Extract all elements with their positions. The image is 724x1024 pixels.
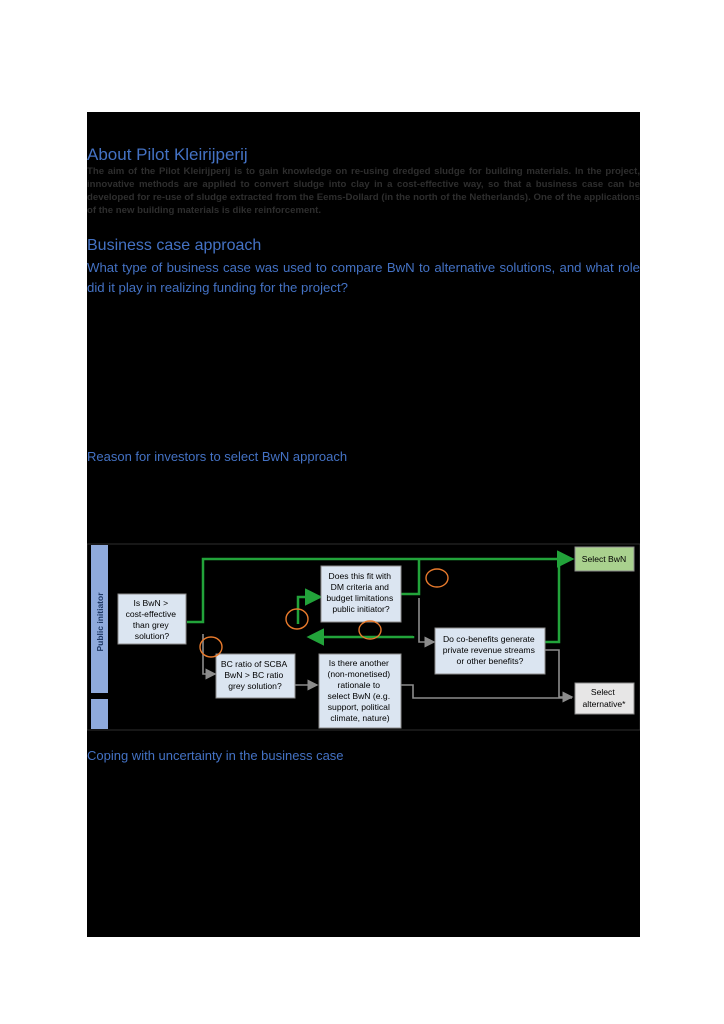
- q5-line: or other benefits?: [456, 656, 524, 666]
- q2-line: grey solution?: [228, 681, 282, 691]
- box-q1: [118, 594, 186, 644]
- q3-line: public initiator?: [332, 604, 390, 614]
- business-case-question: What type of business case was used to compare BwN to alternative solutions, and what role did it play in realizing funding for the project?: [87, 260, 640, 295]
- svg-text:Do co-benefits generate: [443, 634, 538, 666]
- q1-line: solution?: [134, 631, 170, 641]
- svg-text:Is there another (non-: [328, 658, 393, 723]
- q1-line: cost-effective: [125, 609, 177, 619]
- q4-line: select BwN (e.g.: [327, 691, 391, 701]
- box-q2: [216, 654, 295, 698]
- q3-line: Does this fit with: [328, 571, 392, 581]
- svg-text:Does this fit with DM: [326, 571, 395, 614]
- about-heading: About Pilot Kleirijperij: [87, 145, 248, 164]
- box-q3: [321, 566, 401, 622]
- document-page: [87, 112, 640, 937]
- q2-line: BwN > BC ratio: [224, 670, 284, 680]
- about-paragraph: The aim of the Pilot Kleirijperij is to gain knowledge on re-using dredged sludge for building materials. In the project, innovative methods are applied to convert sludge into clay in a cost-effective way, so that a business case can be developed for re-use of sludge extracted from the Eems-Dollard (in the north of the Netherlands). One of the applications of the new building materials is dike reinforcement.: [87, 166, 640, 216]
- q2-line: BC ratio of SCBA: [220, 659, 287, 669]
- box-q5: [435, 628, 545, 674]
- q4-line: (non-monetised): [327, 669, 391, 679]
- q4-line: support, political: [327, 702, 390, 712]
- q3-line: DM criteria and: [330, 582, 389, 592]
- q4-line: Is there another: [328, 658, 389, 668]
- box-q4: [319, 654, 401, 728]
- q4-line: climate, nature): [330, 713, 390, 723]
- q4-line: rationale to: [337, 680, 381, 690]
- investor-reason-heading: Reason for investors to select BwN approach: [87, 449, 348, 464]
- q5-line: private revenue streams: [442, 645, 535, 655]
- business-case-heading: Business case approach: [87, 237, 262, 254]
- q5-line: Do co-benefits generate: [442, 634, 535, 644]
- lane-label: Public initiator: [95, 592, 105, 652]
- svg-text:BC ratio of SCBA BwN >: [221, 659, 289, 691]
- select-alt-line: alternative*: [582, 699, 626, 709]
- decision-flow-diagram: [87, 542, 640, 732]
- uncertainty-heading: Coping with uncertainty in the business case: [87, 748, 344, 763]
- select-alt-line: Select: [590, 687, 615, 697]
- private-lane: [91, 699, 108, 729]
- select-bwn-label: Select BwN: [581, 554, 627, 564]
- q1-line: than grey: [132, 620, 169, 630]
- box-select-alternative: [575, 683, 634, 714]
- q1-line: Is BwN >: [133, 598, 169, 608]
- box-select-bwn: [575, 547, 634, 571]
- q3-line: budget limitations: [326, 593, 394, 603]
